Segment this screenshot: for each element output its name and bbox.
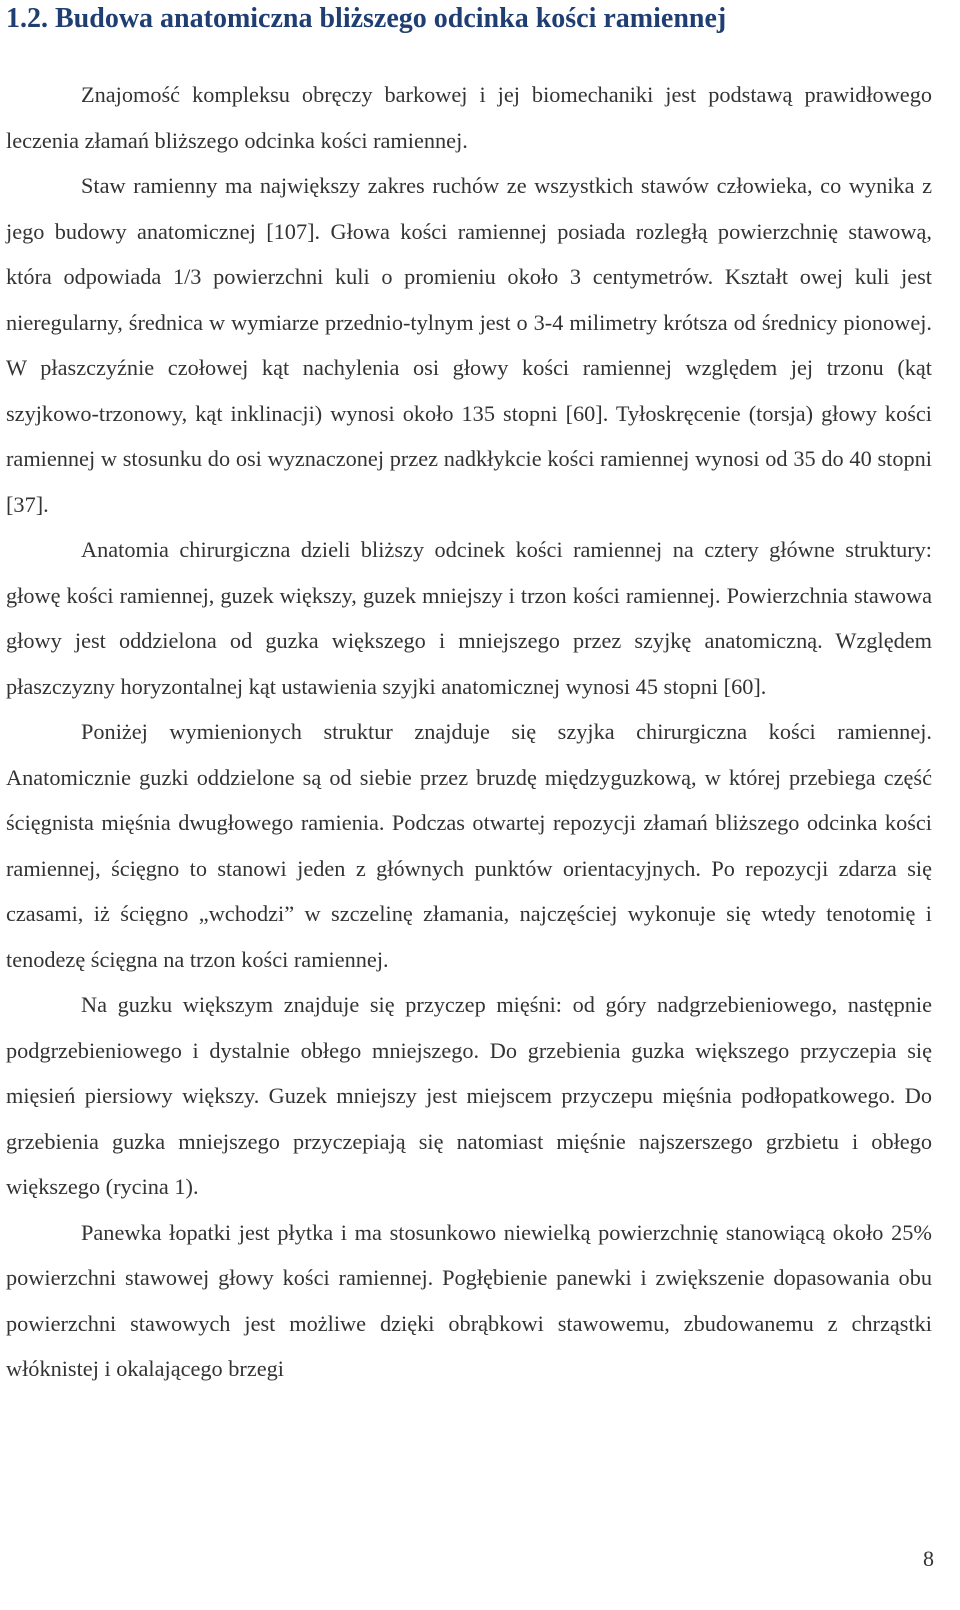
paragraph: Znajomość kompleksu obręczy barkowej i jej biomechaniki jest podstawą prawidłowego leczenia złamań bliższego odcinka kości ramiennej. (6, 82, 932, 153)
paragraph: Panewka łopatki jest płytka i ma stosunkowo niewielką powierzchnię stanowiącą około 25% powierzchni stawowej głowy kości ramiennej. Pogłębienie panewki i zwiększenie dopasowania obu powierzchni stawowych jest możliwe dzięki obrąbkowi stawowemu, zbudowanemu z chrząstki włóknistej i okalającego brzegi (6, 1219, 932, 1381)
paragraph: Staw ramienny ma największy zakres ruchów ze wszystkich stawów człowieka, co wynika z jego budowy anatomicznej [107]. Głowa kości ramiennej posiada rozległą powierzchnię stawową, która odpowiada 1/3 powierzchni kuli o promieniu około 3 centymetrów. Kształt owej kuli jest nieregularny, średnica w wymiarze przednio-tylnym jest o 3-4 milimetry krótsza od średnicy pionowej. W płaszczyźnie czołowej kąt nachylenia osi głowy kości ramiennej względem jej trzonu (kąt szyjkowo-trzonowy, kąt inklinacji) wynosi około 135 stopni [60]. Tyłoskręcenie (torsja) głowy kości ramiennej w stosunku do osi wyznaczonej przez nadkłykcie kości ramiennej wynosi od 35 do 40 stopni [37]. (6, 173, 932, 517)
paragraph: Anatomia chirurgiczna dzieli bliższy odcinek kości ramiennej na cztery główne struktury: głowę kości ramiennej, guzek większy, guzek mniejszy i trzon kości ramiennej. Powierzchnia stawowa głowy jest oddzielona od guzka większego i mniejszego przez szyjkę anatomiczną. Względem płaszczyzny horyzontalnej kąt ustawienia szyjki anatomicznej wynosi 45 stopni [60]. (6, 537, 932, 699)
section-heading: 1.2. Budowa anatomiczna bliższego odcinka kości ramiennej (6, 3, 727, 34)
page-number: 8 (923, 1546, 934, 1571)
body-text (6, 72, 932, 1392)
paragraph: Poniżej wymienionych struktur znajduje się szyjka chirurgiczna kości ramiennej. Anatomicznie guzki oddzielone są od siebie przez bruzdę międzyguzkową, w której przebiega część ścięgnista mięśnia dwugłowego ramienia. Podczas otwartej repozycji złamań bliższego odcinka kości ramiennej, ścięgno to stanowi jeden z głównych punktów orientacyjnych. Po repozycji zdarza się czasami, iż ścięgno „wchodzi” w szczelinę złamania, najczęściej wykonuje się wtedy tenotomię i tenodezę ścięgna na trzon kości ramiennej. (6, 719, 932, 972)
paragraph: Na guzku większym znajduje się przyczep mięśni: od góry nadgrzebieniowego, następnie podgrzebieniowego i dystalnie obłego mniejszego. Do grzebienia guzka większego przyczepia się mięsień piersiowy większy. Guzek mniejszy jest miejscem przyczepu mięśnia podłopatkowego. Do grzebienia guzka mniejszego przyczepiają się natomiast mięśnie najszerszego grzbietu i obłego większego (rycina 1). (6, 992, 932, 1199)
